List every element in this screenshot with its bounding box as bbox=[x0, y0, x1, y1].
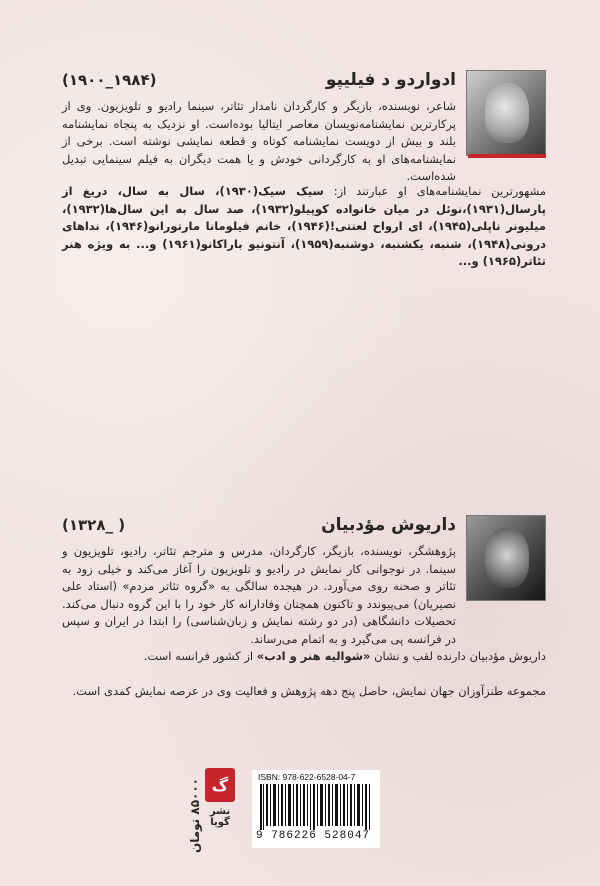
barcode-bars bbox=[260, 784, 372, 830]
author-heading bbox=[62, 515, 456, 535]
author-heading bbox=[62, 70, 456, 90]
works-list: سیک سیک(۱۹۳۰)، سال به سال، دریغ از پارسال(۱۹۳۱)،نوئل در میان خانواده کوپیلو(۱۹۳۲)، صد سال به این سال‌ها(۱۹۳۲)، میلیونر ناپلی(۱۹۴۵)، ای ارواح لعنتی!(۱۹۴۶)، خانم فیلومانا مارتورانو(۱۹۴۶)، نداهای درونی(۱۹۴۸)، شنبه، یکشنبه، دوشنبه(۱۹۵۹)، آنتونیو باراکانو(۱۹۶۱) و... به ویژه هنر تئاتر(۱۹۶۵) و... bbox=[62, 184, 546, 268]
publisher-logo: گ bbox=[205, 768, 235, 802]
price-label: ۸۵۰۰۰ تومان bbox=[188, 778, 202, 854]
isbn-text: ISBN: 978-622-6528-04-7 bbox=[258, 772, 356, 782]
author-dates: (۱۹۰۰_۱۹۸۴) bbox=[62, 71, 157, 89]
award-title: «شوالیه هنر و ادب» bbox=[256, 649, 371, 663]
author-award: داریوش مؤدبیان دارنده لقب و نشان «شوالیه هنر و ادب» از کشور فرانسه است. bbox=[143, 649, 546, 663]
photo-accent-bar bbox=[468, 154, 546, 158]
author-bio: شاعر، نویسنده، بازیگر و کارگردان نامدار تئاتر، سینما رادیو و تلویزیون. وی از پرکارترین نمایشنامه‌نویسان معاصر ایتالیا بوده‌است. او نزدیک به پنجاه نمایشنامه بلند و بیش از دویست نمایشنامه کوتاه و قطعه نمایشی نوشته است. برخی از نمایشنامه‌های او به کارگردانی خودش و یا همت دیگران به فیلم سینمایی تبدیل شده‌است. bbox=[62, 99, 456, 183]
author-name: ادواردو د فیلیپو bbox=[325, 70, 456, 90]
barcode bbox=[252, 770, 380, 848]
author-name: داریوش مؤدبیان bbox=[321, 515, 456, 535]
author-dates: (۱۳۲۸_ ) bbox=[62, 516, 126, 534]
publisher-name: نشر گویا bbox=[209, 806, 231, 828]
works-intro: مشهورترین نمایشنامه‌های او عبارتند از: bbox=[323, 184, 546, 198]
author-works bbox=[62, 183, 546, 271]
author-photo bbox=[466, 70, 546, 156]
barcode-number: 9 786226 528047 bbox=[256, 830, 371, 842]
author-photo bbox=[466, 515, 546, 601]
author-bio: پژوهشگر، نویسنده، بازیگر، کارگردان، مدرس و مترجم تئاتر، رادیو، تلویزیون و سینما. در نوجوانی کار نمایش در رادیو و تلویزیون را آغاز می‌کند و خیلی زود به تئاتر و صحنه روی می‌آورد. در هیجده سالگی به «گروه تئاتر مردم» (استاد علی نصیریان) می‌پیوندد و تاکنون همچنان وفادارانه کار خود را با این گروه دنبال می‌کند. تحصیلات دانشگاهی (در دو رشته نمایش و زبان‌شناسی) را ابتدا در ایران و سپس در فرانسه پی می‌گیرد و به اتمام می‌رساند. bbox=[62, 544, 456, 646]
collection-note: مجموعه طنزآوزان جهان نمایش، حاصل پنج دهه پژوهش و فعالیت وی در عرصه نمایش کمدی است. bbox=[72, 684, 546, 698]
